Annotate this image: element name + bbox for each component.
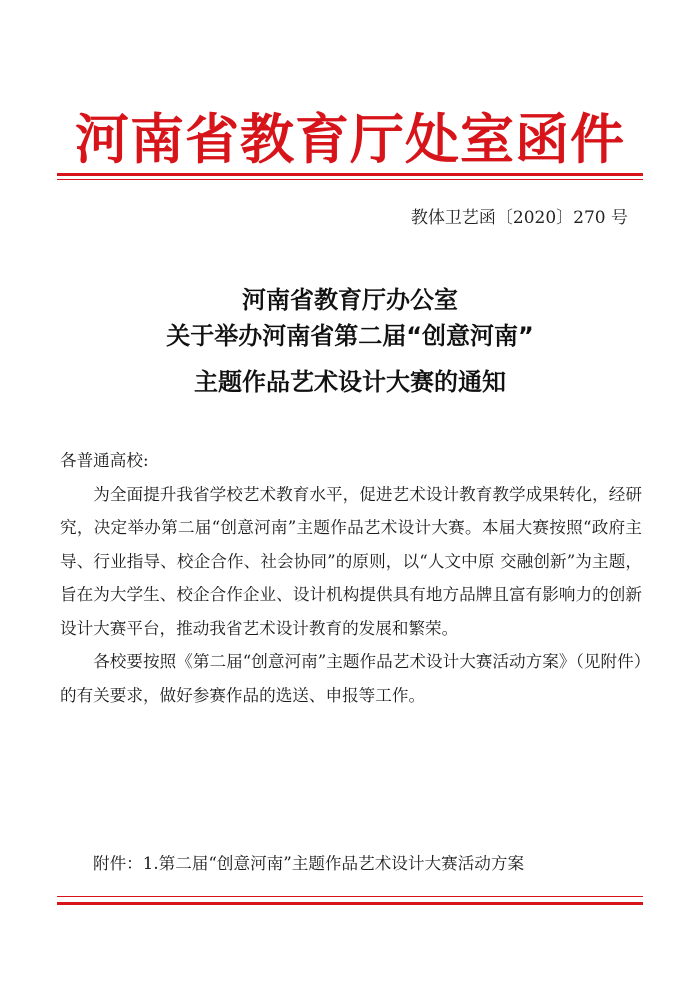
title-line-2: 关于举办河南省第二届“创意河南” <box>166 322 534 350</box>
footer-divider-thin <box>57 896 643 897</box>
document-number: 教体卫艺函〔2020〕270 号 <box>410 208 628 228</box>
body-paragraph-2: 各校要按照《第二届“创意河南”主题作品艺术设计大赛活动方案》（见附件）的有关要求，做好参赛作品的选送、申报等工作。 <box>60 652 642 705</box>
footer-divider-thick <box>57 902 643 905</box>
notice-body <box>60 444 642 712</box>
salutation: 各普通高校: <box>60 451 149 470</box>
header-divider-thin <box>57 179 643 180</box>
attachment-line: 附件：1.第二届“创意河南”主题作品艺术设计大赛活动方案 <box>93 854 525 873</box>
title-line-1: 河南省教育厅办公室 <box>242 286 458 314</box>
body-paragraph-1: 为全面提升我省学校艺术教育水平，促进艺术设计教育教学成果转化，经研究，决定举办第二届“创意河南”主题作品艺术设计大赛。本届大赛按照“政府主导、行业指导、校企合作、社会协同”的原则，以“人文中原 交融创新”为主题，旨在为大学生、校企合作企业、设计机构提供具有地方品牌且富有影响力的创新设计大赛平台，推动我省艺术设计教育的发展和繁荣。 <box>60 484 642 638</box>
org-banner-title: 河南省教育厅处室函件 <box>75 108 625 171</box>
header-divider-thick <box>57 173 643 176</box>
title-line-3: 主题作品艺术设计大赛的通知 <box>194 368 506 396</box>
